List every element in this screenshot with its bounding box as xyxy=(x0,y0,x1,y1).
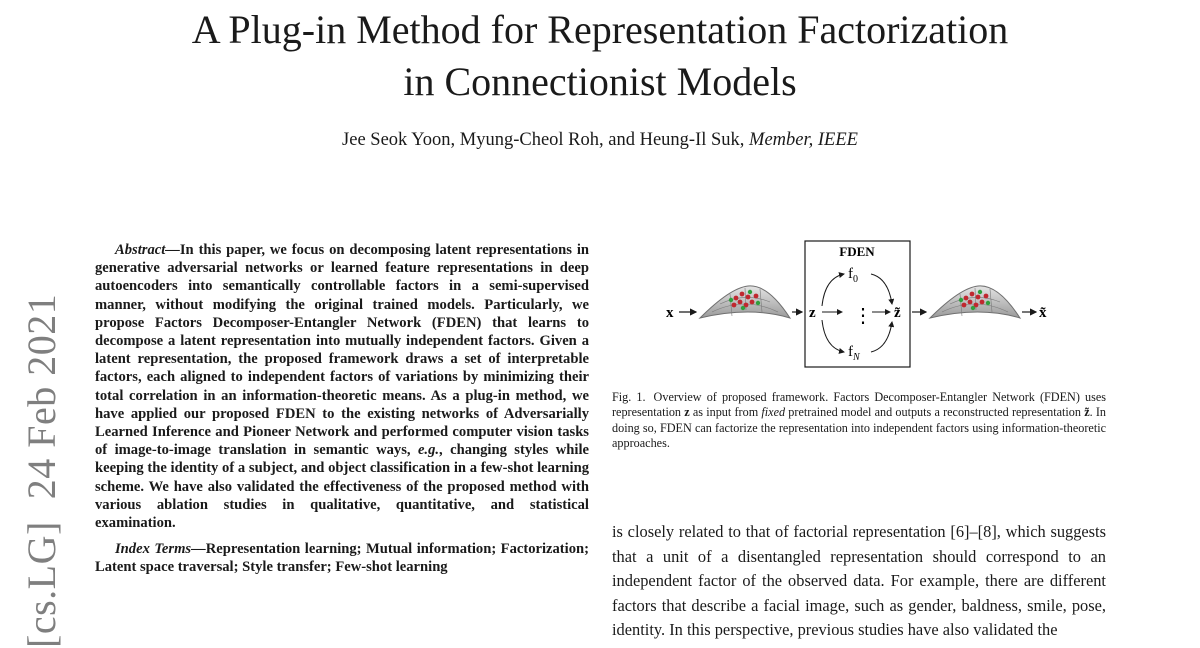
factor-fn-label: $f_N$ xyxy=(848,344,860,363)
left-column xyxy=(95,241,589,577)
factor-f0-label: $f_0$ xyxy=(848,266,858,285)
index-terms-paragraph xyxy=(95,540,589,576)
index-terms-text: Representation learning; Mutual information; Factorization; Latent space traversal; Style transfer; Few-shot learning xyxy=(95,541,589,576)
right-column xyxy=(612,520,1106,643)
caption-z: z xyxy=(684,405,690,420)
caption-fixed: fixed xyxy=(761,405,786,420)
fden-box xyxy=(805,241,910,367)
abstract-text: In this paper, we focus on decomposing latent representations in generative adversarial networks or learned feature representations in deep autoencoders into semantically controllable factors in a semi-supervised manner, without modifying the original trained models. Particularly, we propose Factors Decomposer-Entangler Network (FDEN) that learns to decompose a latent representation into mutually independent factors. Given a latent representation, the proposed framework draws a set of interpretable factors, each aligned to independent factors of variations by minimizing their total correlation in an information-theoretic means. As a plug-in method, we have applied our proposed FDEN to the existing networks of Adversarially Learned Inference and Pioneer Network and performed computer vision tasks of image-to-image translation in semantic ways, xyxy=(95,242,589,459)
abstract-eg: e.g. xyxy=(417,442,440,459)
arxiv-category: [cs.LG] xyxy=(19,521,64,648)
paper-title xyxy=(0,4,1200,108)
caption-label: Fig. 1. xyxy=(612,390,646,404)
author-membership: Member, IEEE xyxy=(749,130,858,150)
body-paragraph: is closely related to that of factorial representation [6]–[8], which suggests that a unit of a disentangled representation should correspond to an independent factor of the observed data. For example, there are different factors that describe a facial image, such as gender, baldness, smile, pose, identity. In this perspective, previous studies have also validated the xyxy=(612,522,1106,639)
factor-dots: ⋮ xyxy=(853,303,873,327)
author-line xyxy=(0,128,1200,152)
latent-z-label: z xyxy=(809,305,816,321)
input-x-label: x xyxy=(666,305,674,321)
author-names: Jee Seok Yoon, Myung-Cheol Roh, and Heung-Il Suk, xyxy=(342,130,745,150)
arxiv-identifier xyxy=(10,293,74,648)
abstract-text-end: , changing styles while keeping the identity of a subject, and object classification in a few-shot learning scheme. We have also validated the effectiveness of the proposed method with various ablation studies in qualitative, quantitative, and statistical examination. xyxy=(95,442,589,532)
caption-text-2: as input from xyxy=(689,405,762,420)
fden-figure xyxy=(660,236,1060,372)
arxiv-date: 24 Feb 2021 xyxy=(19,293,64,500)
output-x-label: x̃ xyxy=(1039,305,1047,321)
figure-caption xyxy=(612,390,1106,451)
caption-text-1: Overview of proposed framework. Factors Decomposer-Entangler Network (FDEN) uses representation xyxy=(612,390,1106,420)
abstract-label: Abstract— xyxy=(115,242,180,258)
abstract-paragraph xyxy=(95,241,589,532)
fden-box-title: FDEN xyxy=(839,244,875,259)
title-line-2: in Connectionist Models xyxy=(403,59,797,104)
latent-surface-left xyxy=(700,286,790,318)
index-terms-label: Index Terms— xyxy=(115,541,206,558)
caption-text-4: . In doing so, FDEN can factorize the representation into independent factors using information-theoretic approaches. xyxy=(612,405,1107,450)
reconstructed-z-label: z̃ xyxy=(894,305,901,321)
latent-surface-right xyxy=(930,286,1020,318)
caption-text-3: pretrained model and outputs a reconstructed representation xyxy=(785,405,1085,420)
title-line-1: A Plug-in Method for Representation Factorization xyxy=(191,7,1009,52)
caption-zhat: z̃ xyxy=(1084,405,1090,420)
